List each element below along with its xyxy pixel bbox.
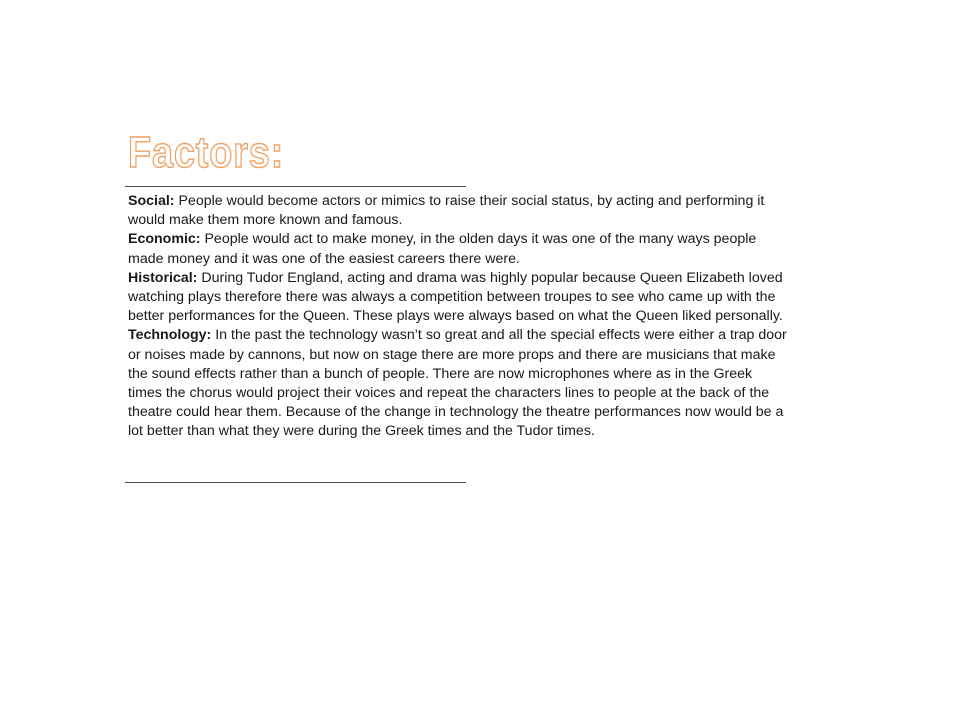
- factor-text-historical: During Tudor England, acting and drama was highly popular because Queen Elizabeth loved watching plays therefore there was always a competition between troupes to see who came up with the better performances for the Queen. These plays were always based on what the Queen liked personally.: [128, 269, 783, 325]
- factor-social: [128, 192, 788, 230]
- factor-historical: [128, 269, 788, 327]
- bottom-divider: [125, 482, 466, 483]
- top-divider: [125, 186, 466, 187]
- factor-label-historical: Historical:: [128, 269, 198, 286]
- factor-text-social: People would become actors or mimics to raise their social status, by acting and performing it would make them more known and famous.: [128, 193, 765, 229]
- factors-text-box: [128, 192, 788, 442]
- factor-technology: [128, 326, 788, 441]
- factor-text-technology: In the past the technology wasn’t so great and all the special effects were either a trap door or noises made by cannons, but now on stage there are more props and there are musicians that make the sound effects rather than a bunch of people. There are now microphones where as in the Greek times the chorus would project their voices and repeat the characters lines to people at the back of the theatre could hear them. Because of the change in technology the theatre performances now would be a lot better than what they were during the Greek times and the Tudor times.: [128, 327, 787, 440]
- factor-label-economic: Economic:: [128, 231, 201, 248]
- factor-label-technology: Technology:: [128, 327, 212, 344]
- slide-title: Factors:: [128, 128, 285, 177]
- factor-economic: [128, 230, 788, 268]
- factor-text-economic: People would act to make money, in the olden days it was one of the many ways people made money and it was one of the easiest careers there were.: [128, 231, 757, 267]
- factor-label-social: Social:: [128, 193, 175, 209]
